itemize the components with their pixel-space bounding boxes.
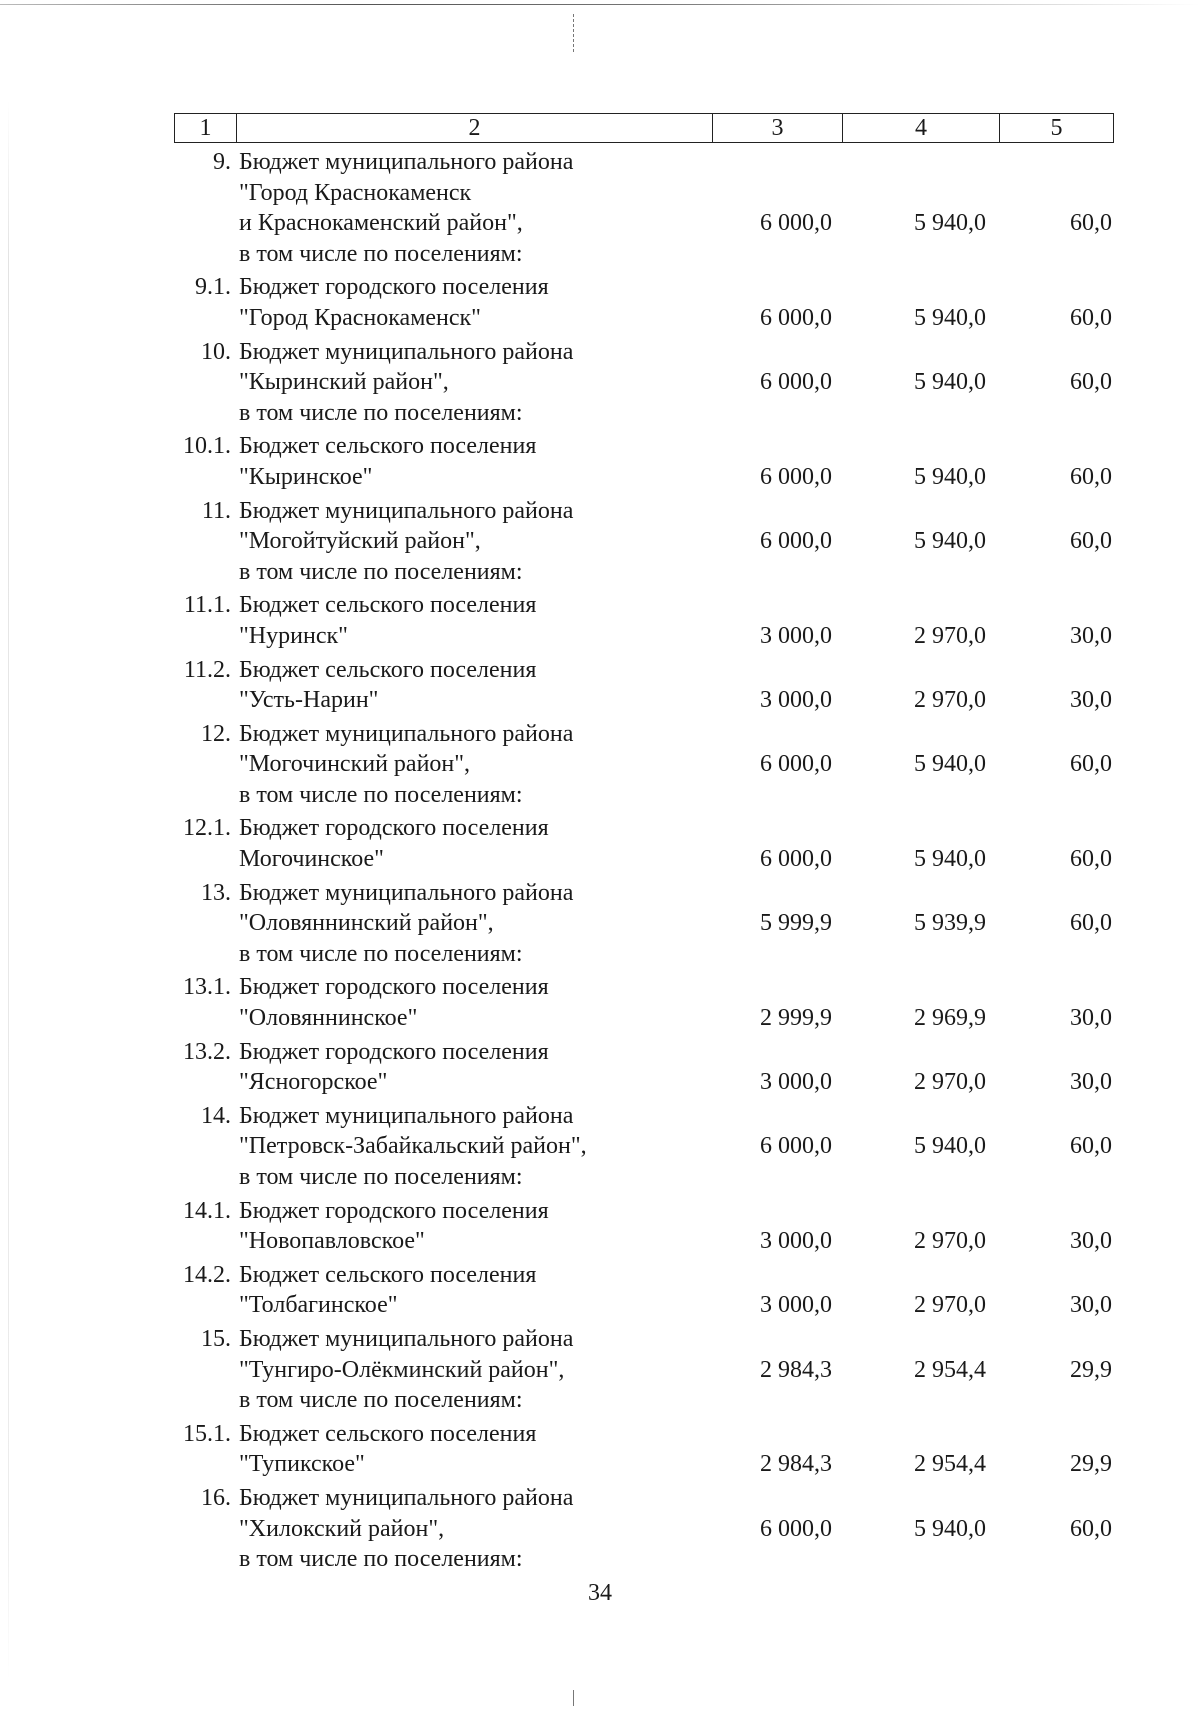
row-number: 11.2. — [183, 656, 231, 683]
row-number: 11. — [201, 497, 231, 524]
planned-amount: 3 000,0 — [760, 1069, 832, 1096]
planned-amount: 6 000,0 — [760, 1515, 832, 1542]
header-cell-5: 5 — [1050, 115, 1063, 141]
budget-name-line: Бюджет муниципального района — [239, 1325, 574, 1352]
budget-name-line: Бюджет сельского поселения — [239, 433, 537, 460]
budget-name-line: "Новопавловское" — [239, 1228, 425, 1255]
local-amount: 60,0 — [1070, 751, 1112, 778]
planned-amount: 3 000,0 — [760, 1292, 832, 1319]
budget-name-line: в том числе по поселениям: — [239, 558, 523, 585]
budget-name-line: Бюджет муниципального района — [239, 879, 574, 906]
budget-name-line: "Оловяннинское" — [239, 1005, 418, 1032]
regional-amount: 2 970,0 — [914, 1292, 986, 1319]
planned-amount: 2 999,9 — [760, 1005, 832, 1032]
table-row — [174, 1260, 1114, 1321]
table-header-row — [174, 113, 1114, 143]
budget-name-line: "Могойтуйский район", — [239, 528, 481, 555]
regional-amount: 2 969,9 — [914, 1005, 986, 1032]
page-number: 34 — [588, 1580, 612, 1606]
budget-name — [236, 1196, 712, 1257]
row-number: 12. — [201, 720, 231, 747]
table-row — [174, 1483, 1114, 1575]
budget-name — [236, 590, 712, 651]
budget-name-line: Бюджет сельского поселения — [239, 656, 537, 683]
budget-name — [236, 147, 712, 269]
row-number: 11.1. — [183, 592, 231, 619]
budget-name-line: "Оловяннинский район", — [239, 910, 494, 937]
budget-name-line: "Город Краснокаменск" — [239, 304, 481, 331]
table-row — [174, 1101, 1114, 1193]
local-amount: 30,0 — [1070, 1228, 1112, 1255]
table-row — [174, 878, 1114, 970]
budget-name-line: в том числе по поселениям: — [239, 940, 523, 967]
local-amount: 30,0 — [1070, 1292, 1112, 1319]
row-number: 16. — [201, 1484, 231, 1511]
local-amount: 30,0 — [1070, 1005, 1112, 1032]
table-row — [174, 655, 1114, 716]
budget-name-line: Бюджет муниципального района — [239, 497, 574, 524]
budget-name-line: Бюджет муниципального района — [239, 1484, 574, 1511]
budget-name — [236, 813, 712, 874]
budget-name — [236, 655, 712, 716]
budget-name-line: Бюджет городского поселения — [239, 974, 549, 1001]
budget-name — [236, 1483, 712, 1575]
regional-amount: 2 970,0 — [914, 687, 986, 714]
local-amount: 60,0 — [1070, 304, 1112, 331]
budget-name — [236, 1419, 712, 1480]
budget-name — [236, 337, 712, 429]
regional-amount: 5 940,0 — [914, 846, 986, 873]
budget-name-line: Бюджет муниципального района — [239, 720, 574, 747]
planned-amount: 6 000,0 — [760, 528, 832, 555]
table-row — [174, 719, 1114, 811]
budget-name-line: "Тунгиро-Олёкминский район", — [239, 1356, 565, 1383]
budget-name-line: "Могочинский район", — [239, 751, 471, 778]
table-row — [174, 972, 1114, 1033]
budget-name-line: "Ясногорское" — [239, 1069, 388, 1096]
budget-name-line: в том числе по поселениям: — [239, 1546, 523, 1573]
budget-name-line: "Город Краснокаменск — [239, 179, 472, 206]
row-number: 13.2. — [183, 1038, 231, 1065]
table-row — [174, 431, 1114, 492]
local-amount: 29,9 — [1070, 1356, 1112, 1383]
planned-amount: 2 984,3 — [760, 1451, 832, 1478]
budget-name — [236, 878, 712, 970]
row-number: 9. — [213, 149, 231, 175]
scan-border-line — [0, 4, 1200, 5]
planned-amount: 3 000,0 — [760, 1228, 832, 1255]
local-amount: 60,0 — [1070, 1515, 1112, 1542]
row-number: 13.1. — [183, 974, 231, 1001]
header-cell-4: 4 — [843, 114, 1000, 142]
budget-name-line: Бюджет городского поселения — [239, 1197, 549, 1224]
regional-amount: 5 940,0 — [914, 528, 986, 555]
local-amount: 60,0 — [1070, 463, 1112, 490]
planned-amount: 3 000,0 — [760, 622, 832, 649]
budget-name-line: Бюджет сельского поселения — [239, 1420, 537, 1447]
local-amount: 60,0 — [1070, 910, 1112, 937]
planned-amount: 6 000,0 — [760, 751, 832, 778]
local-amount: 60,0 — [1070, 1133, 1112, 1160]
budget-name-line: "Нуринск" — [239, 622, 348, 649]
regional-amount: 5 940,0 — [914, 1515, 986, 1542]
regional-amount: 5 940,0 — [914, 304, 986, 331]
budget-name-line: "Усть-Нарин" — [239, 687, 379, 714]
budget-name-line: в том числе по поселениям: — [239, 781, 523, 808]
row-number: 14.1. — [183, 1197, 231, 1224]
regional-amount: 5 940,0 — [914, 463, 986, 490]
scan-artifact-mark-bottom — [573, 1690, 574, 1706]
regional-amount: 5 940,0 — [914, 210, 986, 237]
table-row — [174, 496, 1114, 588]
budget-name-line: Бюджет муниципального района — [239, 1102, 574, 1129]
budget-name-line: "Хилокский район", — [239, 1515, 445, 1542]
budget-name — [236, 1101, 712, 1193]
local-amount: 30,0 — [1070, 1069, 1112, 1096]
budget-name-line: в том числе по поселениям: — [239, 399, 523, 426]
budget-name-line: "Тупикское" — [239, 1451, 365, 1478]
budget-name-line: Бюджет сельского поселения — [239, 1261, 537, 1288]
header-cell-1: 1 — [175, 114, 237, 142]
budget-table-body — [174, 147, 1114, 1578]
planned-amount: 6 000,0 — [760, 210, 832, 237]
table-row — [174, 590, 1114, 651]
budget-name — [236, 496, 712, 588]
budget-name — [236, 1260, 712, 1321]
table-row — [174, 1196, 1114, 1257]
budget-name — [236, 719, 712, 811]
budget-name — [236, 431, 712, 492]
budget-name-line: "Кыринское" — [239, 463, 373, 490]
budget-name-line: "Кыринский район", — [239, 369, 449, 396]
row-number: 15. — [201, 1325, 231, 1352]
planned-amount: 6 000,0 — [760, 1133, 832, 1160]
row-number: 15.1. — [183, 1420, 231, 1447]
row-number: 14.2. — [183, 1261, 231, 1288]
budget-name-line: Бюджет городского поселения — [239, 1038, 549, 1065]
planned-amount: 6 000,0 — [760, 304, 832, 331]
local-amount: 60,0 — [1070, 846, 1112, 873]
regional-amount: 5 940,0 — [914, 1133, 986, 1160]
table-row — [174, 813, 1114, 874]
regional-amount: 5 939,9 — [914, 910, 986, 937]
header-cell-3: 3 — [713, 114, 843, 142]
local-amount: 30,0 — [1070, 622, 1112, 649]
budget-name-line: Бюджет муниципального района — [239, 149, 574, 175]
budget-name-line: в том числе по поселениям: — [239, 1164, 523, 1190]
table-row — [174, 1324, 1114, 1416]
budget-name-line: "Петровск-Забайкальский район", — [239, 1133, 587, 1160]
budget-name-line: Бюджет муниципального района — [239, 338, 574, 365]
planned-amount: 6 000,0 — [760, 463, 832, 490]
scan-artifact-mark — [573, 14, 575, 52]
budget-name-line: "Толбагинское" — [239, 1292, 398, 1319]
budget-name-line: Могочинское" — [239, 846, 384, 873]
regional-amount: 5 940,0 — [914, 369, 986, 396]
regional-amount: 2 970,0 — [914, 622, 986, 649]
budget-name-line: Бюджет городского поселения — [239, 274, 549, 301]
local-amount: 30,0 — [1070, 687, 1112, 714]
regional-amount: 2 970,0 — [914, 1228, 986, 1255]
regional-amount: 2 954,4 — [914, 1451, 986, 1478]
budget-name — [236, 1037, 712, 1098]
budget-name — [236, 272, 712, 333]
budget-name — [236, 1324, 712, 1416]
local-amount: 60,0 — [1070, 528, 1112, 555]
budget-name-line: Бюджет городского поселения — [239, 815, 549, 842]
budget-name-line: и Краснокаменский район", — [239, 210, 523, 237]
header-cell-2: 2 — [237, 114, 713, 142]
local-amount: 29,9 — [1070, 1451, 1112, 1478]
budget-name-line: в том числе по поселениям: — [239, 1387, 523, 1414]
planned-amount: 6 000,0 — [760, 369, 832, 396]
planned-amount: 2 984,3 — [760, 1356, 832, 1383]
planned-amount: 6 000,0 — [760, 846, 832, 873]
planned-amount: 5 999,9 — [760, 910, 832, 937]
row-number: 10.1. — [183, 433, 231, 460]
row-number: 13. — [201, 879, 231, 906]
row-number: 12.1. — [183, 815, 231, 842]
table-row — [174, 147, 1114, 269]
row-number: 14. — [201, 1102, 231, 1129]
table-row — [174, 1419, 1114, 1480]
regional-amount: 5 940,0 — [914, 751, 986, 778]
planned-amount: 3 000,0 — [760, 687, 832, 714]
budget-name — [236, 972, 712, 1033]
row-number: 9.1. — [195, 274, 231, 301]
budget-name-line: в том числе по поселениям: — [239, 240, 523, 267]
local-amount: 60,0 — [1070, 210, 1112, 237]
regional-amount: 2 970,0 — [914, 1069, 986, 1096]
scan-edge-shadow — [8, 100, 9, 1680]
regional-amount: 2 954,4 — [914, 1356, 986, 1383]
table-row — [174, 1037, 1114, 1098]
budget-name-line: Бюджет сельского поселения — [239, 592, 537, 619]
row-number: 10. — [201, 338, 231, 365]
local-amount: 60,0 — [1070, 369, 1112, 396]
table-row — [174, 272, 1114, 333]
table-row — [174, 337, 1114, 429]
